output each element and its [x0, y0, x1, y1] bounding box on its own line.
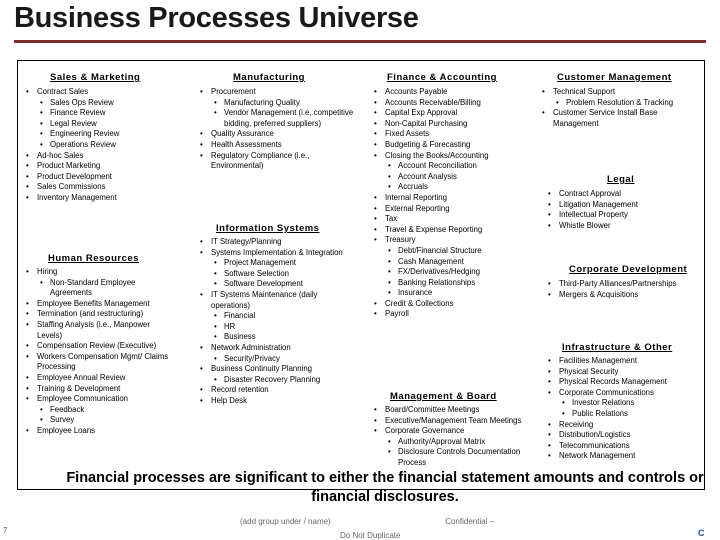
list-item: • Contract Approval — [546, 189, 704, 200]
sub-list-item: • Insurance — [372, 288, 522, 299]
list-item: • External Reporting — [372, 204, 522, 215]
list-item: • Health Assessments — [198, 140, 356, 151]
bullet-list — [372, 87, 522, 320]
heading-legal: Legal — [607, 174, 635, 185]
list-item: • Systems Implementation & Integration — [198, 248, 356, 259]
corner-mark: C — [698, 528, 705, 538]
sub-list-item: • Finance Review — [24, 108, 174, 119]
sub-list-item: • Security/Privacy — [198, 354, 356, 365]
heading-infrastructure-other: Infrastructure & Other — [562, 342, 673, 353]
list-item: • Executive/Management Team Meetings — [372, 416, 522, 427]
title-divider — [14, 40, 706, 43]
confidential-note — [240, 517, 494, 526]
list-item: • Whistle Blower — [546, 221, 704, 232]
confidential-line-2: Confidential – — [445, 517, 495, 526]
list-item: • Inventory Management — [24, 193, 174, 204]
footer-statement: Financial processes are significant to either the financial statement amounts and controls or financial disclosures. — [66, 470, 704, 505]
list-item: • Procurement — [198, 87, 356, 98]
sub-list-item: • Accruals — [372, 182, 522, 193]
list-item: • Ad-hoc Sales — [24, 151, 174, 162]
list-item: • Corporate Communications — [546, 388, 704, 399]
sub-list-item: • Investor Relations — [546, 398, 704, 409]
list-item: • Compensation Review (Executive) — [24, 341, 176, 352]
list-item: • Litigation Management — [546, 200, 704, 211]
list-item: • Quality Assurance — [198, 129, 356, 140]
list-item: • Staffing Analysis (i.e., Manpower Levels) — [24, 320, 176, 341]
confidential-line-1: (add group under / name) — [240, 517, 331, 526]
list-item: • Treasury — [372, 235, 522, 246]
confidential-line-3: Do Not Duplicate — [340, 531, 401, 540]
bullet-list — [546, 356, 704, 462]
list-item: • IT Strategy/Planning — [198, 237, 356, 248]
list-item: • Employee Benefits Management — [24, 299, 176, 310]
bullet-list — [546, 279, 704, 300]
list-item: • Receiving — [546, 420, 704, 431]
heading-corporate-development: Corporate Development — [569, 264, 688, 275]
list-item: • Product Marketing — [24, 161, 174, 172]
list-item: • Employee Communication — [24, 394, 176, 405]
list-human-resources — [24, 267, 176, 437]
list-item: • Sales Commissions — [24, 182, 174, 193]
heading-human-resources: Human Resources — [48, 253, 139, 264]
sub-list-item: • Operations Review — [24, 140, 174, 151]
list-item: • Distribution/Logistics — [546, 430, 704, 441]
list-item: • Travel & Expense Reporting — [372, 225, 522, 236]
list-item: • Mergers & Acquisitions — [546, 290, 704, 301]
sub-list-item: • Sales Ops Review — [24, 98, 174, 109]
heading-manufacturing: Manufacturing — [233, 72, 305, 83]
heading-finance-accounting: Finance & Accounting — [387, 72, 497, 83]
list-customer-management — [540, 87, 700, 129]
list-information-systems — [198, 237, 356, 407]
sub-list-item: • Authority/Approval Matrix — [372, 437, 522, 448]
sub-list-item: • Software Selection — [198, 269, 356, 280]
list-item: • Training & Development — [24, 384, 176, 395]
sub-list-item: • Debt/Financial Structure — [372, 246, 522, 257]
bullet-list — [198, 237, 356, 407]
bullet-list — [198, 87, 356, 172]
bullet-list — [372, 405, 522, 469]
page-number: 7 — [3, 526, 8, 535]
sub-list-item: • Engineering Review — [24, 129, 174, 140]
list-corporate-development — [546, 279, 704, 300]
sub-list-item: • Non-Standard Employee Agreements — [24, 278, 176, 299]
list-item: • Internal Reporting — [372, 193, 522, 204]
list-item: • Accounts Receivable/Billing — [372, 98, 522, 109]
list-item: • Product Development — [24, 172, 174, 183]
list-item: • Board/Committee Meetings — [372, 405, 522, 416]
sub-list-item: • Account Analysis — [372, 172, 522, 183]
sub-list-item: • Disclosure Controls Documentation Process — [372, 447, 522, 468]
list-item: • Non-Capital Purchasing — [372, 119, 522, 130]
sub-list-item: • Financial — [198, 311, 356, 322]
sub-list-item: • Manufacturing Quality — [198, 98, 356, 109]
list-item: • Payroll — [372, 309, 522, 320]
list-manufacturing — [198, 87, 356, 172]
sub-list-item: • Vendor Management (i.e, competitive bidding, preferred suppliers) — [198, 108, 356, 129]
list-item: • Network Administration — [198, 343, 356, 354]
sub-list-item: • Problem Resolution & Tracking — [540, 98, 700, 109]
list-item: • Budgeting & Forecasting — [372, 140, 522, 151]
heading-customer-management: Customer Management — [557, 72, 672, 83]
list-item: • Closing the Books/Accounting — [372, 151, 522, 162]
sub-list-item: • Business — [198, 332, 356, 343]
sub-list-item: • Feedback — [24, 405, 176, 416]
list-item: • Termination (and restructuring) — [24, 309, 176, 320]
bullet-list — [546, 189, 704, 231]
list-item: • Regulatory Compliance (i.e., Environmental) — [198, 151, 356, 172]
list-item: • Hiring — [24, 267, 176, 278]
sub-list-item: • HR — [198, 322, 356, 333]
list-item: • Accounts Payable — [372, 87, 522, 98]
bullet-list — [540, 87, 700, 129]
list-item: • Facilities Management — [546, 356, 704, 367]
bullet-list — [24, 267, 176, 437]
list-legal — [546, 189, 704, 231]
sub-list-item: • Banking Relationships — [372, 278, 522, 289]
list-item: • Intellectual Property — [546, 210, 704, 221]
list-item: • Tax — [372, 214, 522, 225]
sub-list-item: • Public Relations — [546, 409, 704, 420]
list-item: • Customer Service Install Base Management — [540, 108, 700, 129]
sub-list-item: • Disaster Recovery Planning — [198, 375, 356, 386]
slide-title: Business Processes Universe — [14, 2, 419, 34]
list-item: • Record retention — [198, 385, 356, 396]
list-item: • Corporate Governance — [372, 426, 522, 437]
list-item: • Capital Exp Approval — [372, 108, 522, 119]
sub-list-item: • Project Management — [198, 258, 356, 269]
list-finance-accounting — [372, 87, 522, 320]
bullet-list — [24, 87, 174, 204]
list-item: • Contract Sales — [24, 87, 174, 98]
list-item: • Physical Security — [546, 367, 704, 378]
list-item: • Physical Records Management — [546, 377, 704, 388]
list-item: • Network Management — [546, 451, 704, 462]
list-item: • Workers Compensation Mgmt/ Claims Processing — [24, 352, 176, 373]
sub-list-item: • Account Reconciliation — [372, 161, 522, 172]
list-item: • Technical Support — [540, 87, 700, 98]
list-item: • Help Desk — [198, 396, 356, 407]
list-infrastructure-other — [546, 356, 704, 462]
heading-sales-marketing: Sales & Marketing — [50, 72, 141, 83]
sub-list-item: • Legal Review — [24, 119, 174, 130]
list-management-board — [372, 405, 522, 469]
sub-list-item: • Cash Management — [372, 257, 522, 268]
list-sales-marketing — [24, 87, 174, 204]
list-item: • Third-Party Alliances/Partnerships — [546, 279, 704, 290]
list-item: • Business Continuity Planning — [198, 364, 356, 375]
list-item: • IT Systems Maintenance (daily operations) — [198, 290, 356, 311]
list-item: • Employee Loans — [24, 426, 176, 437]
sub-list-item: • Survey — [24, 415, 176, 426]
list-item: • Credit & Collections — [372, 299, 522, 310]
list-item: • Telecommunications — [546, 441, 704, 452]
sub-list-item: • Software Development — [198, 279, 356, 290]
list-item: • Fixed Assets — [372, 129, 522, 140]
heading-information-systems: Information Systems — [216, 223, 320, 234]
sub-list-item: • FX/Derivatives/Hedging — [372, 267, 522, 278]
list-item: • Employee Annual Review — [24, 373, 176, 384]
heading-management-board: Management & Board — [390, 391, 497, 402]
